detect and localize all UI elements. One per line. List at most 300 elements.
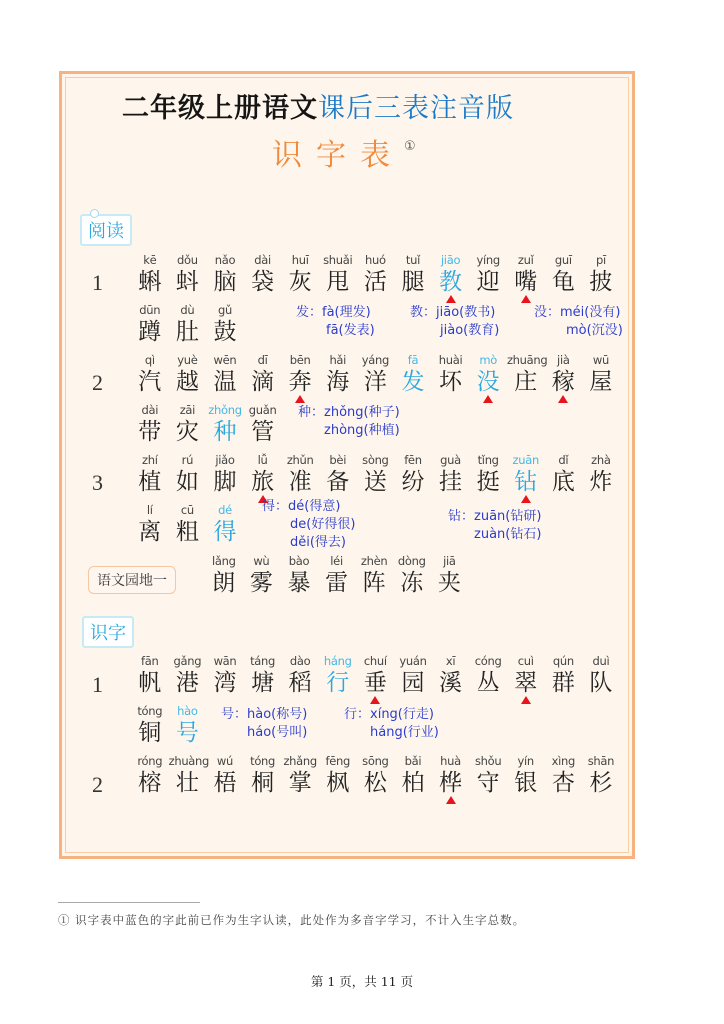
pinyin: róng bbox=[137, 754, 163, 768]
hanzi: 如 bbox=[175, 469, 199, 495]
hanzi: 嘴 bbox=[514, 269, 538, 295]
hanzi: 离 bbox=[138, 519, 162, 545]
hanzi-cell bbox=[507, 653, 545, 697]
pinyin: yuán bbox=[399, 654, 427, 668]
pinyin: guǎn bbox=[248, 403, 277, 417]
footnote-text: 识字表中蓝色的字此前已作为生字认读，此处作为多音字学习，不计入生字总数。 bbox=[75, 913, 526, 927]
hanzi-cell bbox=[469, 252, 507, 296]
pinyin: táng bbox=[250, 654, 276, 668]
hanzi-cell bbox=[169, 502, 207, 546]
pinyin: mò bbox=[479, 353, 497, 367]
note-reading: zhǒng(种子) bbox=[324, 405, 400, 420]
hanzi: 教 bbox=[439, 269, 463, 295]
hanzi: 准 bbox=[288, 469, 312, 495]
hanzi-cell bbox=[545, 653, 583, 697]
pinyin: zāi bbox=[179, 403, 196, 417]
char-row bbox=[131, 352, 620, 396]
hanzi-cell bbox=[357, 252, 395, 296]
polyphone-note bbox=[344, 706, 439, 742]
hanzi: 榕 bbox=[138, 770, 162, 796]
hanzi: 活 bbox=[363, 269, 387, 295]
hanzi-cell bbox=[545, 753, 583, 797]
section-tag-reading bbox=[80, 214, 132, 246]
hanzi: 炸 bbox=[589, 469, 613, 495]
pinyin: nǎo bbox=[214, 253, 236, 267]
hanzi: 溪 bbox=[439, 670, 463, 696]
hanzi-cell bbox=[319, 753, 357, 797]
hanzi: 海 bbox=[326, 369, 350, 395]
hanzi-cell bbox=[280, 553, 318, 597]
hanzi-cell bbox=[169, 653, 207, 697]
polyphone-note bbox=[534, 304, 623, 340]
pinyin: huài bbox=[438, 353, 463, 367]
pinyin: bēn bbox=[289, 353, 311, 367]
pinyin: xìng bbox=[551, 754, 576, 768]
hanzi: 杉 bbox=[589, 770, 613, 796]
note-reading: de(好得很) bbox=[290, 517, 356, 532]
pinyin: wū bbox=[592, 353, 609, 367]
hanzi-cell bbox=[206, 252, 244, 296]
hanzi-cell bbox=[507, 452, 545, 496]
note-char: 教： bbox=[410, 305, 437, 320]
hanzi-cell bbox=[357, 653, 395, 697]
pinyin: guà bbox=[440, 453, 461, 467]
hanzi-cell bbox=[355, 553, 393, 597]
section-tag-literacy bbox=[82, 616, 134, 648]
pinyin: guī bbox=[554, 253, 572, 267]
hanzi: 桦 bbox=[439, 770, 463, 796]
hanzi: 植 bbox=[138, 469, 162, 495]
note-reading: háo(号叫) bbox=[247, 725, 308, 740]
hanzi: 袋 bbox=[251, 269, 275, 295]
page-indicator: 第 1 页，共 11 页 bbox=[310, 974, 414, 989]
hanzi: 奔 bbox=[288, 369, 312, 395]
red-triangle-marker-icon bbox=[446, 295, 456, 303]
hanzi: 壮 bbox=[175, 770, 199, 796]
pinyin: gǎng bbox=[173, 654, 202, 668]
pinyin: dī bbox=[257, 353, 268, 367]
pinyin: zhǔn bbox=[286, 453, 314, 467]
pinyin: huó bbox=[365, 253, 386, 267]
hanzi: 蹲 bbox=[138, 319, 162, 345]
pinyin: bǎi bbox=[404, 754, 422, 768]
hanzi: 灾 bbox=[175, 419, 199, 445]
hanzi-cell bbox=[545, 252, 583, 296]
red-triangle-marker-icon bbox=[521, 495, 531, 503]
pinyin: dūn bbox=[139, 303, 161, 317]
hanzi: 港 bbox=[175, 670, 199, 696]
note-reading: méi(没有) bbox=[560, 305, 621, 320]
pinyin: lí bbox=[146, 503, 153, 517]
pinyin: fēng bbox=[325, 754, 351, 768]
pinyin: cuì bbox=[517, 654, 534, 668]
pinyin: hǎi bbox=[329, 353, 347, 367]
title-edition: 课后三表注音版 bbox=[318, 93, 514, 124]
char-row bbox=[131, 753, 620, 797]
pinyin: lǎng bbox=[211, 554, 236, 568]
hanzi: 杏 bbox=[551, 770, 575, 796]
hanzi-cell bbox=[469, 653, 507, 697]
hanzi: 柏 bbox=[401, 770, 425, 796]
hanzi-cell bbox=[507, 252, 545, 296]
note-char: 得： bbox=[262, 499, 289, 514]
hanzi-cell bbox=[432, 653, 470, 697]
char-row bbox=[205, 553, 468, 597]
pinyin: sōng bbox=[362, 754, 389, 768]
hanzi: 脚 bbox=[213, 469, 237, 495]
hanzi: 群 bbox=[551, 670, 575, 696]
hanzi-cell bbox=[506, 352, 548, 396]
char-row bbox=[131, 302, 244, 346]
pinyin: hào bbox=[177, 704, 198, 718]
red-triangle-marker-icon bbox=[446, 796, 456, 804]
hanzi: 得 bbox=[213, 519, 237, 545]
hanzi: 朗 bbox=[212, 570, 236, 596]
hanzi: 塘 bbox=[251, 670, 275, 696]
hanzi-cell bbox=[244, 402, 282, 446]
pinyin: zuǐ bbox=[517, 253, 534, 267]
hanzi-cell bbox=[131, 352, 169, 396]
hanzi-cell bbox=[168, 753, 210, 797]
hanzi: 甩 bbox=[326, 269, 350, 295]
pinyin: dào bbox=[289, 654, 311, 668]
pinyin: wú bbox=[216, 754, 234, 768]
hanzi-cell bbox=[393, 553, 431, 597]
hanzi: 腿 bbox=[401, 269, 425, 295]
hanzi-cell bbox=[469, 452, 507, 496]
hanzi: 没 bbox=[476, 369, 500, 395]
red-triangle-marker-icon bbox=[521, 295, 531, 303]
hanzi-cell bbox=[131, 502, 169, 546]
note-reading: hào(称号) bbox=[247, 707, 308, 722]
hanzi: 纷 bbox=[401, 469, 425, 495]
pinyin: zhí bbox=[141, 453, 158, 467]
pinyin: dé bbox=[218, 503, 232, 517]
hanzi: 灰 bbox=[288, 269, 312, 295]
hanzi-cell bbox=[319, 352, 357, 396]
lesson-number: 1 bbox=[92, 672, 103, 697]
pinyin: zhǒng bbox=[208, 403, 242, 417]
note-char: 种： bbox=[298, 405, 325, 420]
pinyin: duì bbox=[592, 654, 610, 668]
hanzi: 掌 bbox=[288, 770, 312, 796]
pinyin: yáng bbox=[361, 353, 389, 367]
hanzi-cell bbox=[432, 452, 470, 496]
lesson-number: 3 bbox=[92, 470, 103, 495]
red-triangle-marker-icon bbox=[558, 395, 568, 403]
hanzi-cell bbox=[243, 553, 281, 597]
pinyin: lǚ bbox=[257, 453, 268, 467]
note-char: 没： bbox=[534, 305, 561, 320]
hanzi-cell bbox=[281, 252, 319, 296]
note-reading: jiāo(教书) bbox=[436, 305, 496, 320]
note-char: 钻： bbox=[448, 509, 475, 524]
table-title bbox=[272, 130, 416, 174]
hanzi-cell bbox=[131, 452, 169, 496]
note-reading: děi(得去) bbox=[290, 535, 347, 550]
hanzi-cell bbox=[281, 753, 319, 797]
hanzi-cell bbox=[131, 703, 169, 747]
pinyin: yíng bbox=[476, 253, 500, 267]
hanzi-cell bbox=[582, 252, 620, 296]
hanzi-cell bbox=[582, 653, 620, 697]
lesson-number: 1 bbox=[92, 270, 103, 295]
pinyin: bào bbox=[288, 554, 310, 568]
section-tag-label: 识字 bbox=[90, 623, 126, 644]
lesson-number: 2 bbox=[92, 772, 103, 797]
pinyin: yuè bbox=[177, 353, 198, 367]
hanzi-cell bbox=[206, 753, 244, 797]
hanzi: 挺 bbox=[476, 469, 500, 495]
hanzi-cell bbox=[169, 352, 207, 396]
hanzi: 蚪 bbox=[175, 269, 199, 295]
note-reading: mò(沉没) bbox=[566, 323, 623, 338]
hanzi: 越 bbox=[175, 369, 199, 395]
hanzi: 庄 bbox=[514, 369, 538, 395]
hanzi-cell bbox=[131, 302, 169, 346]
hanzi: 松 bbox=[363, 770, 387, 796]
hanzi-cell bbox=[244, 653, 282, 697]
hanzi-cell bbox=[582, 352, 620, 396]
hanzi-cell bbox=[394, 252, 432, 296]
hanzi: 稻 bbox=[288, 670, 312, 696]
pinyin: fān bbox=[141, 654, 159, 668]
pinyin: dǐ bbox=[558, 453, 569, 467]
pinyin: kē bbox=[143, 253, 157, 267]
pinyin: huī bbox=[291, 253, 309, 267]
pinyin: xī bbox=[445, 654, 456, 668]
pinyin: dòng bbox=[397, 554, 426, 568]
hanzi: 稼 bbox=[551, 369, 575, 395]
pinyin: cóng bbox=[474, 654, 502, 668]
hanzi-cell bbox=[432, 252, 470, 296]
hanzi: 梧 bbox=[213, 770, 237, 796]
hanzi-cell bbox=[319, 252, 357, 296]
pinyin: jià bbox=[557, 353, 570, 367]
pinyin: bèi bbox=[329, 453, 347, 467]
pinyin: dǒu bbox=[177, 253, 198, 267]
pinyin: zhèn bbox=[360, 554, 388, 568]
note-reading: fā(发表) bbox=[326, 323, 375, 338]
pinyin: zhà bbox=[591, 453, 611, 467]
note-reading: zuàn(钻石) bbox=[474, 527, 542, 542]
polyphone-note bbox=[410, 304, 499, 340]
lesson-label-garden: 语文园地一 bbox=[88, 566, 176, 594]
pinyin: pī bbox=[595, 253, 606, 267]
hanzi-cell bbox=[169, 452, 207, 496]
hanzi: 挂 bbox=[439, 469, 463, 495]
hanzi-cell bbox=[131, 753, 169, 797]
char-row bbox=[131, 252, 620, 296]
hanzi: 枫 bbox=[326, 770, 350, 796]
char-row bbox=[131, 703, 206, 747]
hanzi-cell bbox=[206, 352, 244, 396]
hanzi-cell bbox=[431, 553, 469, 597]
hanzi: 种 bbox=[213, 419, 237, 445]
hanzi-cell bbox=[244, 452, 282, 496]
hanzi-cell bbox=[432, 352, 470, 396]
hanzi-cell bbox=[169, 703, 207, 747]
hanzi: 迎 bbox=[476, 269, 500, 295]
note-reading: xíng(行走) bbox=[370, 707, 434, 722]
hanzi: 龟 bbox=[551, 269, 575, 295]
hanzi: 汽 bbox=[138, 369, 162, 395]
hanzi-cell bbox=[318, 553, 356, 597]
hanzi-cell bbox=[131, 252, 169, 296]
pinyin: fēn bbox=[404, 453, 422, 467]
hanzi-cell bbox=[244, 753, 282, 797]
hanzi-cell bbox=[394, 352, 432, 396]
hanzi-cell bbox=[469, 753, 507, 797]
hanzi-cell bbox=[206, 502, 244, 546]
hanzi: 桐 bbox=[251, 770, 275, 796]
hanzi-cell bbox=[319, 452, 357, 496]
hanzi: 肚 bbox=[175, 319, 199, 345]
note-reading: zuān(钻研) bbox=[474, 509, 542, 524]
hanzi: 湾 bbox=[213, 670, 237, 696]
hanzi-cell bbox=[169, 302, 207, 346]
hanzi: 洋 bbox=[363, 369, 387, 395]
pinyin: shǒu bbox=[474, 754, 502, 768]
hanzi-cell bbox=[394, 452, 432, 496]
hanzi-cell bbox=[131, 402, 169, 446]
hanzi: 送 bbox=[363, 469, 387, 495]
note-reading: zhòng(种植) bbox=[324, 423, 400, 438]
hanzi-cell bbox=[206, 452, 244, 496]
title-grade: 二年级上册语文 bbox=[122, 93, 318, 124]
pinyin: jiǎo bbox=[215, 453, 235, 467]
note-char: 发： bbox=[296, 305, 323, 320]
table-title-text: 识字表 bbox=[272, 138, 404, 173]
hanzi: 备 bbox=[326, 469, 350, 495]
polyphone-note bbox=[262, 498, 355, 552]
pinyin: zhuàng bbox=[168, 754, 210, 768]
hanzi-cell bbox=[357, 352, 395, 396]
pinyin: dài bbox=[254, 253, 271, 267]
clip-icon bbox=[90, 209, 99, 218]
pinyin: fā bbox=[407, 353, 419, 367]
hanzi: 阵 bbox=[362, 570, 386, 596]
polyphone-note bbox=[298, 404, 400, 440]
pinyin: cū bbox=[180, 503, 194, 517]
hanzi: 粗 bbox=[175, 519, 199, 545]
hanzi: 坏 bbox=[439, 369, 463, 395]
pinyin: huà bbox=[440, 754, 461, 768]
hanzi: 鼓 bbox=[213, 319, 237, 345]
note-reading: háng(行业) bbox=[370, 725, 439, 740]
red-triangle-marker-icon bbox=[483, 395, 493, 403]
hanzi: 冻 bbox=[400, 570, 424, 596]
char-row bbox=[131, 653, 620, 697]
footnote-divider bbox=[58, 902, 200, 903]
lesson-number: 2 bbox=[92, 370, 103, 395]
hanzi: 队 bbox=[589, 670, 613, 696]
char-row bbox=[131, 402, 281, 446]
hanzi-cell bbox=[545, 352, 583, 396]
polyphone-note bbox=[221, 706, 307, 742]
footnote-ref[interactable]: ① bbox=[404, 139, 416, 154]
pinyin: zuān bbox=[512, 453, 539, 467]
red-triangle-marker-icon bbox=[370, 696, 380, 704]
hanzi-cell bbox=[357, 452, 395, 496]
hanzi: 滴 bbox=[251, 369, 275, 395]
hanzi-cell bbox=[582, 753, 620, 797]
pinyin: gǔ bbox=[217, 303, 232, 317]
hanzi-cell bbox=[319, 653, 357, 697]
note-char: 行： bbox=[344, 707, 371, 722]
hanzi: 垂 bbox=[363, 670, 387, 696]
hanzi-cell bbox=[244, 352, 282, 396]
hanzi: 带 bbox=[138, 419, 162, 445]
pinyin: tǐng bbox=[477, 453, 499, 467]
pinyin: wēn bbox=[213, 353, 237, 367]
hanzi: 翠 bbox=[514, 670, 538, 696]
hanzi-cell bbox=[131, 653, 169, 697]
pinyin: chuí bbox=[363, 654, 387, 668]
hanzi-cell bbox=[545, 452, 583, 496]
hanzi: 守 bbox=[476, 770, 500, 796]
pinyin: shuǎi bbox=[323, 253, 353, 267]
red-triangle-marker-icon bbox=[295, 395, 305, 403]
pinyin: rú bbox=[181, 453, 194, 467]
hanzi: 丛 bbox=[476, 670, 500, 696]
hanzi: 屋 bbox=[589, 369, 613, 395]
hanzi-cell bbox=[357, 753, 395, 797]
hanzi-cell bbox=[206, 302, 244, 346]
pinyin: tuǐ bbox=[405, 253, 420, 267]
hanzi-cell bbox=[281, 352, 319, 396]
hanzi: 披 bbox=[589, 269, 613, 295]
polyphone-note bbox=[296, 304, 375, 340]
pinyin: zhuāng bbox=[506, 353, 548, 367]
pinyin: háng bbox=[323, 654, 352, 668]
hanzi-cell bbox=[507, 753, 545, 797]
section-tag-label: 阅读 bbox=[88, 221, 124, 242]
pinyin: wù bbox=[253, 554, 270, 568]
pinyin: tóng bbox=[250, 754, 276, 768]
hanzi: 号 bbox=[175, 720, 199, 746]
hanzi: 温 bbox=[213, 369, 237, 395]
pinyin: yín bbox=[517, 754, 534, 768]
note-reading: jiào(教育) bbox=[440, 323, 500, 338]
pinyin: qún bbox=[552, 654, 574, 668]
hanzi-cell bbox=[169, 402, 207, 446]
hanzi: 夹 bbox=[437, 570, 461, 596]
char-row bbox=[131, 502, 244, 546]
hanzi: 园 bbox=[401, 670, 425, 696]
hanzi-cell bbox=[281, 653, 319, 697]
hanzi-cell bbox=[244, 252, 282, 296]
pinyin: zhǎng bbox=[283, 754, 317, 768]
pinyin: tóng bbox=[137, 704, 163, 718]
hanzi: 脑 bbox=[213, 269, 237, 295]
pinyin: wān bbox=[213, 654, 237, 668]
red-triangle-marker-icon bbox=[521, 696, 531, 704]
hanzi-cell bbox=[582, 452, 620, 496]
hanzi-cell bbox=[169, 252, 207, 296]
note-char: 号： bbox=[221, 707, 248, 722]
hanzi-cell bbox=[281, 452, 319, 496]
footnote bbox=[58, 912, 525, 928]
hanzi-cell bbox=[394, 653, 432, 697]
hanzi-cell bbox=[432, 753, 470, 797]
hanzi: 底 bbox=[551, 469, 575, 495]
pinyin: dù bbox=[180, 303, 195, 317]
hanzi-cell bbox=[394, 753, 432, 797]
hanzi: 暴 bbox=[287, 570, 311, 596]
note-reading: dé(得意) bbox=[288, 499, 341, 514]
hanzi: 银 bbox=[514, 770, 538, 796]
